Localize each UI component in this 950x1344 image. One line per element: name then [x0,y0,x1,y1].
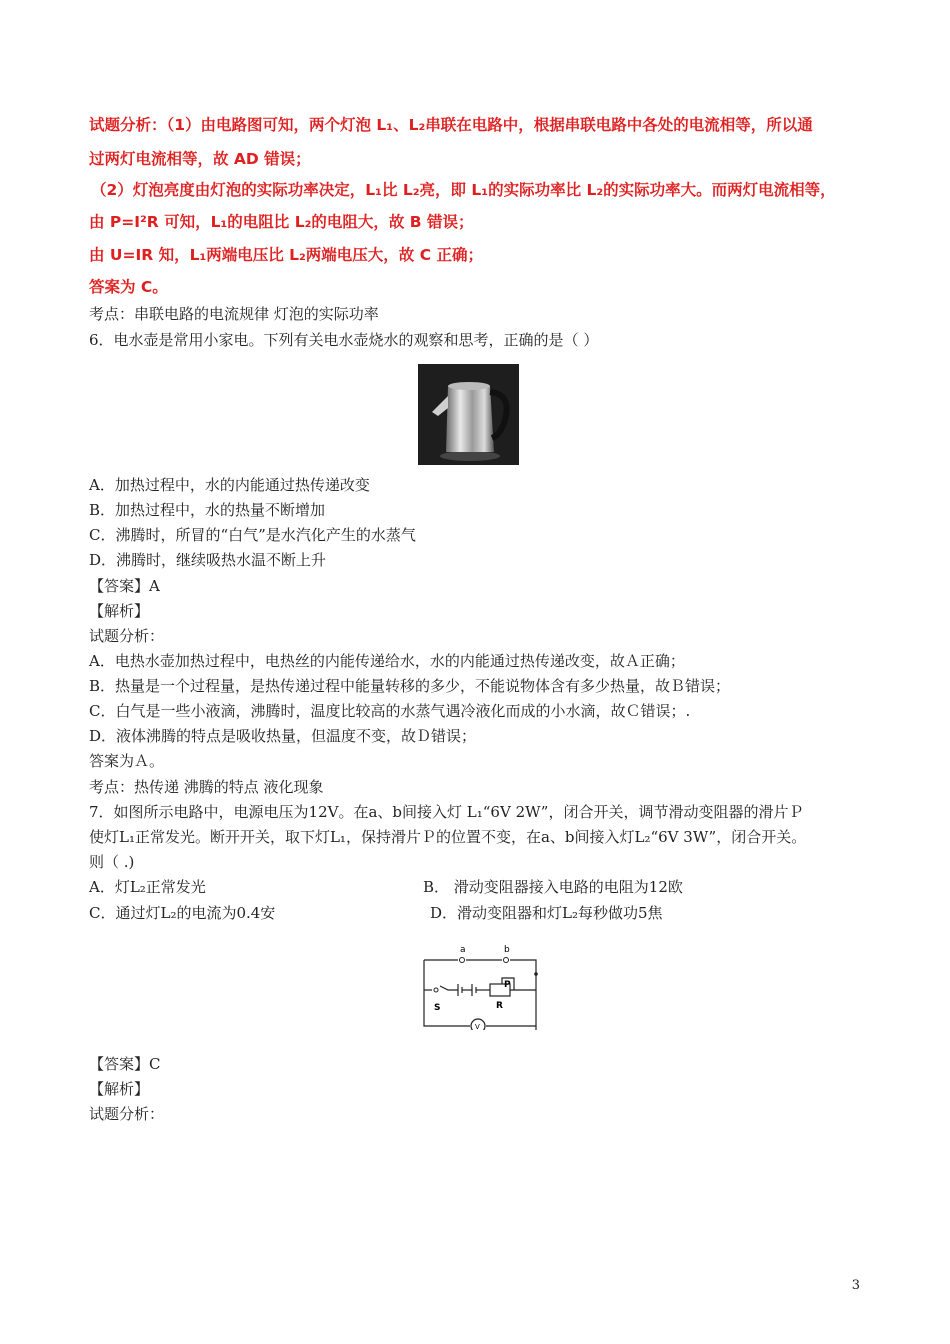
switch-s-label: S [434,1003,441,1013]
q5-analysis-line-1: 试题分析：（1）由电路图可知，两个灯泡 L₁、L₂串联在电路中，根据串联电路中各处的电流相等，所以通 [89,116,813,134]
slider-p-label: P [504,980,511,990]
q7-option-c: C．通过灯L₂的电流为0.4安 [89,904,276,922]
kettle-image [418,364,519,465]
circuit-diagram [418,938,542,1030]
q7-stem-line-3: 则（ .) [89,853,135,871]
q7-option-a: A．灯L₂正常发光 [89,878,206,896]
q5-analysis-line-3: （2）灯泡亮度由灯泡的实际功率决定，L₁比 L₂亮，即 L₁的实际功率比 L₂的实际功率大。而两灯电流相等， [91,181,836,199]
q7-stem-line-1: 7．如图所示电路中，电源电压为12V。在a、b间接入灯 L₁“6V 2W”，闭合开关，调节滑动变阻器的滑片Ｐ [89,803,804,821]
resistor-r-label: R [496,1001,503,1011]
q6-analysis-d: D．液体沸腾的特点是吸收热量，但温度不变，故Ｄ错误； [89,727,477,745]
q7-option-b: B． 滑动变阻器接入电路的电阻为12欧 [423,878,683,896]
q6-jiexi: 【解析】 [89,602,150,620]
q7-answer: 【答案】C [89,1055,161,1073]
q5-analysis-line-4: 由 P=I²R 可知，L₁的电阻比 L₂的电阻大，故 B 错误； [89,213,474,231]
q6-option-d: D．沸腾时，继续吸热水温不断上升 [89,551,327,569]
q5-analysis-line-2: 过两灯电流相等，故 AD 错误； [89,150,311,168]
voltmeter-v-label: V [475,1023,480,1030]
q7-stem-line-2: 使灯L₁正常发光。断开开关，取下灯L₁，保持滑片Ｐ的位置不变，在a、b间接入灯L₂“6V 3W”，闭合开关。 [89,828,807,846]
q5-kaodian: 考点：串联电路的电流规律 灯泡的实际功率 [89,305,379,323]
q7-option-d: D．滑动变阻器和灯L₂每秒做功5焦 [430,904,663,922]
terminal-b-label: b [504,945,510,955]
q6-kaodian: 考点：热传递 沸腾的特点 液化现象 [89,778,324,796]
terminal-a-label: a [460,945,466,955]
q6-analysis-a: A．电热水壶加热过程中，电热丝的内能传递给水，水的内能通过热传递改变，故Ａ正确； [89,652,685,670]
q5-analysis-line-5: 由 U=IR 知，L₁两端电压比 L₂两端电压大，故 C 正确； [89,246,483,264]
q7-jiexi: 【解析】 [89,1080,150,1098]
q6-fenxi: 试题分析： [89,627,165,645]
q6-analysis-c: C．白气是一些小液滴，沸腾时，温度比较高的水蒸气遇冷液化而成的小水滴，故Ｃ错误；. [89,702,691,720]
q6-analysis-b: B．热量是一个过程量，是热传递过程中能量转移的多少，不能说物体含有多少热量，故Ｂ错误； [89,677,731,695]
q5-answer: 答案为 C。 [89,278,168,296]
q6-option-b: B．加热过程中，水的热量不断增加 [89,501,326,519]
q6-option-c: C．沸腾时，所冒的“白气”是水汽化产生的水蒸气 [89,526,416,544]
q6-answer: 【答案】A [89,577,160,595]
q7-fenxi: 试题分析： [89,1105,165,1123]
page-number: 3 [851,1278,860,1293]
q6-option-a: A．加热过程中，水的内能通过热传递改变 [89,476,370,494]
q6-stem: 6．电水壶是常用小家电。下列有关电水壶烧水的观察和思考，正确的是（ ） [89,331,599,349]
q6-conclusion: 答案为Ａ。 [89,752,165,770]
